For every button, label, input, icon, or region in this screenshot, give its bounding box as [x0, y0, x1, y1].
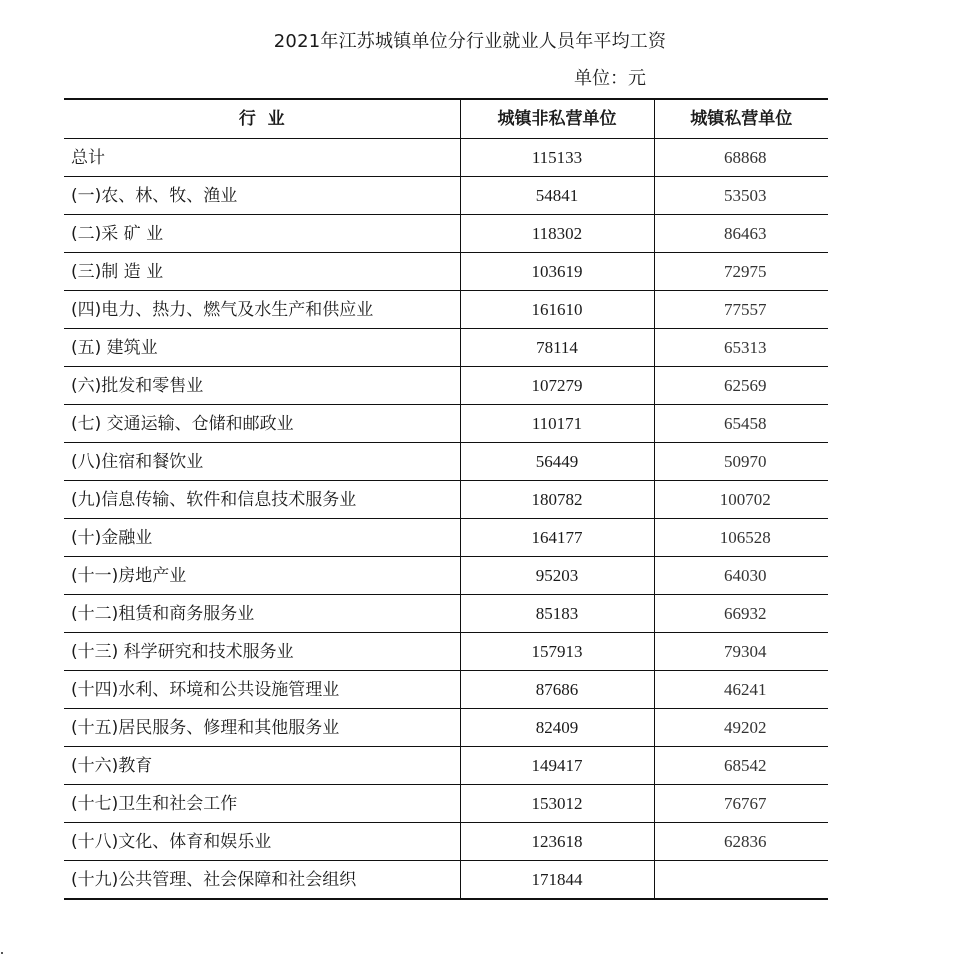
industry-cell: (七) 交通运输、仓储和邮政业: [64, 405, 460, 443]
private-wage-cell: 49202: [654, 709, 828, 747]
industry-cell: (十八)文化、体育和娱乐业: [64, 823, 460, 861]
table-row: [64, 481, 828, 519]
table-body: [64, 139, 828, 900]
table-row: [64, 291, 828, 329]
table-row: [64, 557, 828, 595]
industry-cell: (十四)水利、环境和公共设施管理业: [64, 671, 460, 709]
unit-label: 单位：元: [574, 68, 646, 89]
table-row: [64, 519, 828, 557]
page-title: 2021年江苏城镇单位分行业就业人员年平均工资: [273, 31, 667, 52]
private-wage-cell: 66932: [654, 595, 828, 633]
industry-cell: (六)批发和零售业: [64, 367, 460, 405]
private-wage-cell: 79304: [654, 633, 828, 671]
industry-cell: (十六)教育: [64, 747, 460, 785]
private-wage-cell: 65458: [654, 405, 828, 443]
industry-cell: (八)住宿和餐饮业: [64, 443, 460, 481]
industry-cell: (十五)居民服务、修理和其他服务业: [64, 709, 460, 747]
non-private-wage-cell: 161610: [460, 291, 654, 329]
table-row: [64, 709, 828, 747]
industry-cell: (十三) 科学研究和技术服务业: [64, 633, 460, 671]
header-non-private: 城镇非私营单位: [460, 99, 654, 139]
non-private-wage-cell: 78114: [460, 329, 654, 367]
non-private-wage-cell: 171844: [460, 861, 654, 900]
industry-cell: (十一)房地产业: [64, 557, 460, 595]
non-private-wage-cell: 110171: [460, 405, 654, 443]
non-private-wage-cell: 87686: [460, 671, 654, 709]
non-private-wage-cell: 103619: [460, 253, 654, 291]
industry-cell: (十二)租赁和商务服务业: [64, 595, 460, 633]
non-private-wage-cell: 164177: [460, 519, 654, 557]
industry-cell: (十七)卫生和社会工作: [64, 785, 460, 823]
non-private-wage-cell: 157913: [460, 633, 654, 671]
non-private-wage-cell: 95203: [460, 557, 654, 595]
private-wage-cell: 72975: [654, 253, 828, 291]
table-row: [64, 405, 828, 443]
private-wage-cell: 62569: [654, 367, 828, 405]
industry-cell: (四)电力、热力、燃气及水生产和供应业: [64, 291, 460, 329]
private-wage-cell: 76767: [654, 785, 828, 823]
private-wage-cell: 50970: [654, 443, 828, 481]
industry-cell: (十九)公共管理、社会保障和社会组织: [71, 869, 357, 890]
table-row: [64, 177, 828, 215]
private-wage-cell: 46241: [654, 671, 828, 709]
non-private-wage-cell: 107279: [460, 367, 654, 405]
private-wage-cell: 68868: [654, 139, 828, 177]
non-private-wage-cell: 115133: [460, 139, 654, 177]
private-wage-cell: 77557: [654, 291, 828, 329]
non-private-wage-cell: 118302: [460, 215, 654, 253]
industry-cell: (五) 建筑业: [64, 329, 460, 367]
table-row: [64, 329, 828, 367]
private-wage-cell: 53503: [654, 177, 828, 215]
header-industry: 行 业: [64, 99, 460, 139]
table-row: [64, 633, 828, 671]
table-row: [64, 785, 828, 823]
private-wage-cell: 68542: [654, 747, 828, 785]
private-wage-cell: 106528: [654, 519, 828, 557]
non-private-wage-cell: 82409: [460, 709, 654, 747]
industry-cell: (二)采 矿 业: [64, 215, 460, 253]
industry-cell: (十)金融业: [64, 519, 460, 557]
private-wage-cell: 86463: [654, 215, 828, 253]
table-row: [64, 595, 828, 633]
table-row: [64, 823, 828, 861]
table-row: [64, 671, 828, 709]
table-row: [64, 861, 828, 900]
non-private-wage-cell: 54841: [460, 177, 654, 215]
table-row: [64, 253, 828, 291]
non-private-wage-cell: 149417: [460, 747, 654, 785]
non-private-wage-cell: 180782: [460, 481, 654, 519]
table-header-row: [64, 99, 828, 139]
private-wage-cell: 100702: [654, 481, 828, 519]
header-private: 城镇私营单位: [654, 99, 828, 139]
table-row: [64, 215, 828, 253]
stray-dot: [1, 952, 3, 954]
private-wage-cell: [654, 861, 828, 900]
table-row: [64, 747, 828, 785]
table-row: [64, 139, 828, 177]
table-row: [64, 443, 828, 481]
wage-table: [64, 98, 828, 900]
table-row: [64, 367, 828, 405]
non-private-wage-cell: 123618: [460, 823, 654, 861]
industry-cell: (一)农、林、牧、渔业: [64, 177, 460, 215]
non-private-wage-cell: 56449: [460, 443, 654, 481]
industry-cell: 总计: [64, 139, 460, 177]
private-wage-cell: 64030: [654, 557, 828, 595]
non-private-wage-cell: 153012: [460, 785, 654, 823]
private-wage-cell: 65313: [654, 329, 828, 367]
private-wage-cell: 62836: [654, 823, 828, 861]
industry-cell: (三)制 造 业: [64, 253, 460, 291]
non-private-wage-cell: 85183: [460, 595, 654, 633]
industry-cell: (九)信息传输、软件和信息技术服务业: [64, 481, 460, 519]
